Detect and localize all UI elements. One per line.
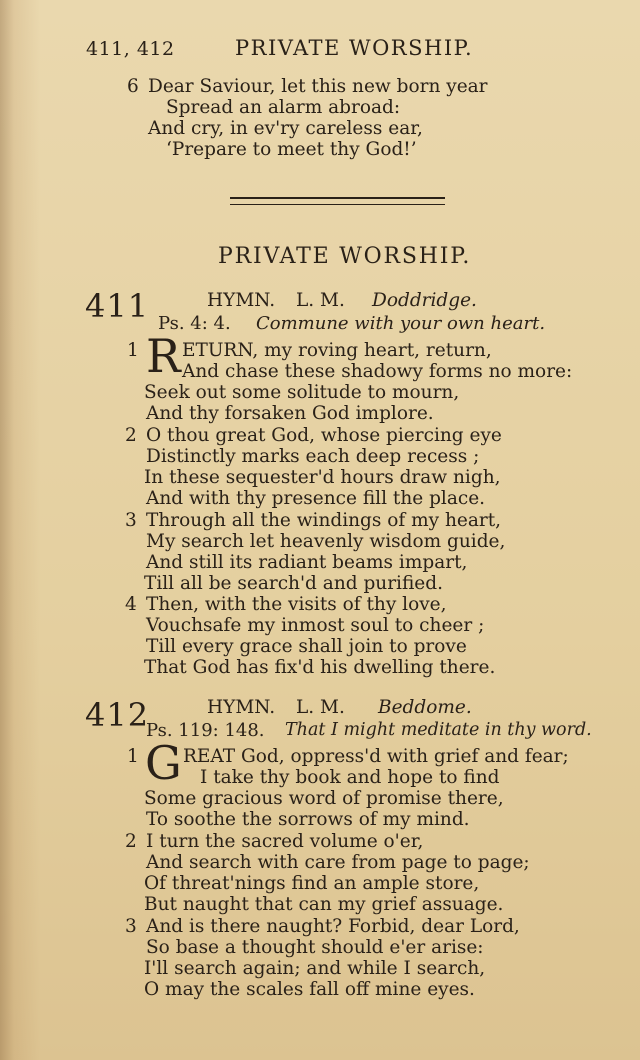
verse-line: Dear Saviour, let this new born year	[148, 76, 488, 97]
verse-line: Then, with the visits of thy love,	[146, 594, 447, 615]
verse-line: O thou great God, whose piercing eye	[146, 425, 502, 446]
verse-number: 2	[125, 831, 137, 852]
verse-line: In these sequester'd hours draw nigh,	[144, 467, 501, 488]
hymn-meter: L. M.	[296, 697, 345, 718]
verse-line: And search with care from page to page;	[146, 852, 530, 873]
verse-line: So base a thought should e'er arise:	[146, 937, 484, 958]
verse-line: And chase these shadowy forms no more:	[182, 361, 573, 382]
hymn-meter: L. M.	[296, 290, 345, 311]
page-numbers: 411, 412	[86, 38, 175, 60]
scripture-reference: Ps. 119: 148.	[146, 720, 265, 741]
verse-line: Till all be search'd and purified.	[144, 573, 443, 594]
verse-line: Till every grace shall join to prove	[146, 636, 467, 657]
verse-line: Through all the windings of my heart,	[146, 510, 502, 531]
section-title: PRIVATE WORSHIP.	[218, 244, 472, 269]
hymn-label: HYMN.	[207, 290, 276, 311]
verse-number: 6	[127, 76, 139, 97]
hymn-author: Beddome.	[378, 697, 472, 718]
verse-number: 3	[125, 916, 137, 937]
verse-line: Some gracious word of promise there,	[144, 788, 504, 809]
verse-line: I'll search again; and while I search,	[144, 958, 486, 979]
verse-number: 1	[127, 746, 139, 767]
verse-number: 1	[127, 340, 139, 361]
verse-line: REAT God, oppress'd with grief and fear;	[183, 746, 569, 767]
running-title: PRIVATE WORSHIP.	[235, 36, 474, 60]
verse-line: Spread an alarm abroad:	[166, 97, 401, 118]
verse-line: My search let heavenly wisdom guide,	[146, 531, 506, 552]
verse-line: I turn the sacred volume o'er,	[146, 831, 424, 852]
hymn-theme: Commune with your own heart.	[256, 313, 546, 334]
hymn-author: Doddridge.	[372, 290, 477, 311]
verse-number: 3	[125, 510, 137, 531]
hymn-label: HYMN.	[207, 697, 276, 718]
hymn-number: 412	[85, 696, 150, 734]
scripture-reference: Ps. 4: 4.	[158, 313, 231, 334]
verse-line: ‘Prepare to meet thy God!’	[166, 139, 417, 160]
verse-line: Vouchsafe my inmost soul to cheer ;	[146, 615, 485, 636]
verse-line: ETURN, my roving heart, return,	[182, 340, 492, 361]
drop-cap: G	[145, 736, 182, 790]
verse-number: 2	[125, 425, 137, 446]
verse-line: Seek out some solitude to mourn,	[144, 382, 460, 403]
verse-line: And with thy presence fill the place.	[146, 488, 486, 509]
verse-line: That God has fix'd his dwelling there.	[144, 657, 496, 678]
hymn-number: 411	[85, 287, 150, 325]
verse-line: And is there naught? Forbid, dear Lord,	[146, 916, 520, 937]
section-divider	[230, 197, 445, 205]
verse-line: And thy forsaken God implore.	[146, 403, 434, 424]
verse-line: And cry, in ev'ry careless ear,	[148, 118, 423, 139]
drop-cap: R	[146, 329, 181, 383]
hymn-theme: That I might meditate in thy word.	[285, 720, 592, 740]
verse-line: I take thy book and hope to find	[200, 767, 500, 788]
verse-number: 4	[125, 594, 137, 615]
verse-line: O may the scales fall off mine eyes.	[144, 979, 475, 1000]
verse-line: And still its radiant beams impart,	[146, 552, 468, 573]
verse-line: Distinctly marks each deep recess ;	[146, 446, 480, 467]
verse-line: To soothe the sorrows of my mind.	[146, 809, 470, 830]
verse-line: But naught that can my grief assuage.	[144, 894, 504, 915]
verse-line: Of threat'nings find an ample store,	[144, 873, 480, 894]
